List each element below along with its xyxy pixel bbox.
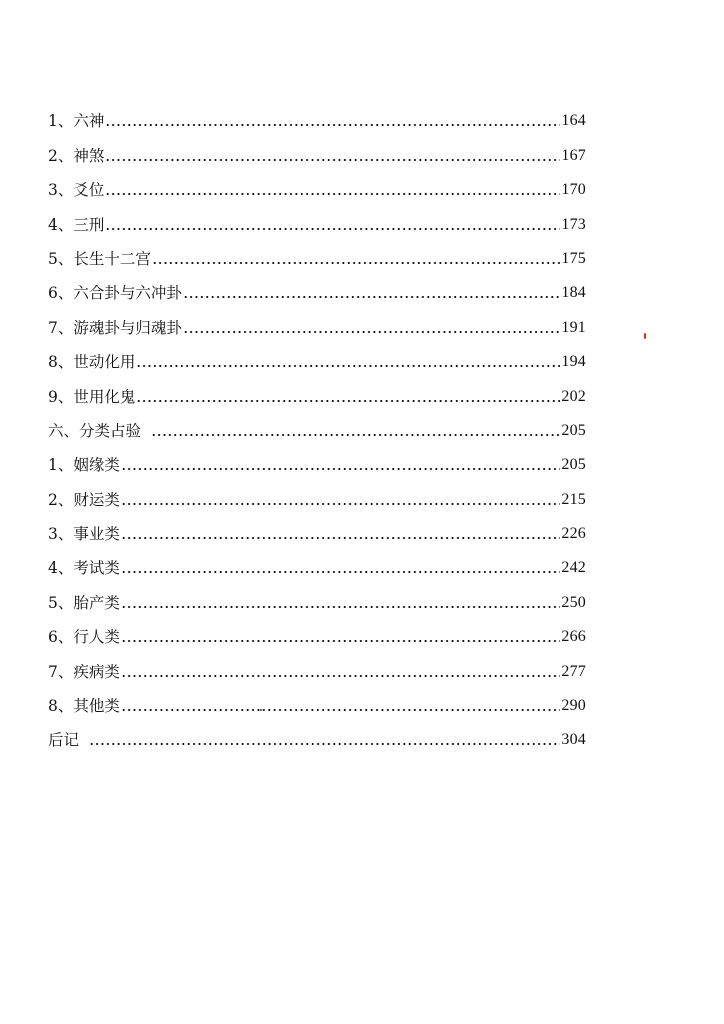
toc-entry bbox=[48, 166, 586, 200]
toc-dot-leader bbox=[121, 502, 561, 506]
toc-dot-leader bbox=[151, 433, 560, 437]
toc-entry-page: 194 bbox=[561, 353, 586, 371]
toc-dot-leader bbox=[105, 158, 560, 162]
toc-entry bbox=[48, 475, 586, 509]
toc-entry-title: 4、三刑 bbox=[48, 215, 105, 234]
toc-entry bbox=[48, 235, 586, 269]
toc-entry-title: 6、六合卦与六冲卦 bbox=[48, 284, 182, 303]
toc-dot-leader bbox=[121, 467, 561, 471]
toc-entry-page: 164 bbox=[561, 112, 586, 130]
toc-entry-page: 205 bbox=[561, 421, 586, 439]
toc-entry-page: 226 bbox=[561, 525, 586, 543]
toc-entry-title: 8、世动化用 bbox=[48, 353, 136, 372]
toc-entry-title: 3、事业类 bbox=[48, 525, 120, 544]
toc-entry-page: 184 bbox=[561, 284, 586, 302]
toc-entry bbox=[48, 97, 586, 131]
toc-entry-page: 173 bbox=[561, 215, 586, 233]
table-of-contents bbox=[48, 97, 586, 750]
toc-entry-page: 242 bbox=[561, 559, 586, 577]
toc-entry-title: 7、疾病类 bbox=[48, 662, 120, 681]
toc-entry bbox=[48, 578, 586, 612]
toc-entry-title: 9、世用化鬼 bbox=[48, 387, 136, 406]
toc-dot-leader bbox=[121, 605, 561, 609]
toc-entry-page: 167 bbox=[561, 146, 586, 164]
toc-entry-title: 后记 bbox=[48, 731, 80, 750]
toc-entry-page: 250 bbox=[561, 593, 586, 611]
toc-entry-page: 175 bbox=[561, 249, 586, 267]
toc-entry bbox=[48, 510, 586, 544]
toc-entry-title: 2、财运类 bbox=[48, 490, 120, 509]
toc-section-heading bbox=[48, 407, 586, 441]
toc-entry-page: 202 bbox=[561, 387, 586, 405]
toc-entry bbox=[48, 544, 586, 578]
toc-entry bbox=[48, 647, 586, 681]
toc-dot-leader bbox=[121, 570, 561, 574]
toc-entry-page: 215 bbox=[561, 490, 586, 508]
toc-entry-page: 266 bbox=[561, 628, 586, 646]
toc-entry bbox=[48, 131, 586, 165]
toc-entry bbox=[48, 613, 586, 647]
toc-entry-title: 3、爻位 bbox=[48, 181, 105, 200]
toc-dot-leader bbox=[136, 399, 560, 403]
toc-entry-page: 277 bbox=[561, 662, 586, 680]
toc-entry bbox=[48, 338, 586, 372]
toc-entry-title: 5、胎产类 bbox=[48, 593, 120, 612]
toc-entry-title: 4、考试类 bbox=[48, 559, 120, 578]
toc-dot-leader bbox=[121, 708, 561, 712]
toc-entry-page: 205 bbox=[561, 456, 586, 474]
toc-dot-leader bbox=[105, 192, 560, 196]
scan-dust-mark bbox=[260, 709, 262, 711]
toc-entry-title: 1、六神 bbox=[48, 112, 105, 131]
toc-entry-page: 191 bbox=[561, 318, 586, 336]
toc-dot-leader bbox=[121, 639, 561, 643]
toc-entry bbox=[48, 269, 586, 303]
toc-dot-leader bbox=[183, 330, 561, 334]
toc-dot-leader bbox=[183, 295, 561, 299]
toc-dot-leader bbox=[105, 227, 560, 231]
toc-entry-title: 六、分类占验 bbox=[48, 421, 142, 440]
toc-entry-page: 304 bbox=[561, 731, 586, 749]
toc-entry-page: 170 bbox=[561, 181, 586, 199]
toc-dot-leader bbox=[89, 742, 560, 746]
toc-entry-title: 5、长生十二宫 bbox=[48, 249, 151, 268]
toc-entry bbox=[48, 441, 586, 475]
toc-dot-leader bbox=[136, 364, 560, 368]
scan-speck-mark bbox=[644, 333, 646, 339]
toc-entry-title: 6、行人类 bbox=[48, 628, 120, 647]
toc-entry-title: 1、姻缘类 bbox=[48, 456, 120, 475]
toc-dot-leader bbox=[121, 674, 561, 678]
toc-entry bbox=[48, 303, 586, 337]
toc-dot-leader bbox=[105, 123, 560, 127]
toc-entry bbox=[48, 200, 586, 234]
toc-entry-title: 7、游魂卦与归魂卦 bbox=[48, 318, 182, 337]
toc-entry-page: 290 bbox=[561, 697, 586, 715]
toc-entry-title: 8、其他类 bbox=[48, 697, 120, 716]
toc-dot-leader bbox=[121, 536, 561, 540]
toc-entry-title: 2、神煞 bbox=[48, 146, 105, 165]
toc-dot-leader bbox=[152, 261, 561, 265]
toc-entry-afterword bbox=[48, 716, 586, 750]
toc-entry bbox=[48, 682, 586, 716]
toc-entry bbox=[48, 372, 586, 406]
